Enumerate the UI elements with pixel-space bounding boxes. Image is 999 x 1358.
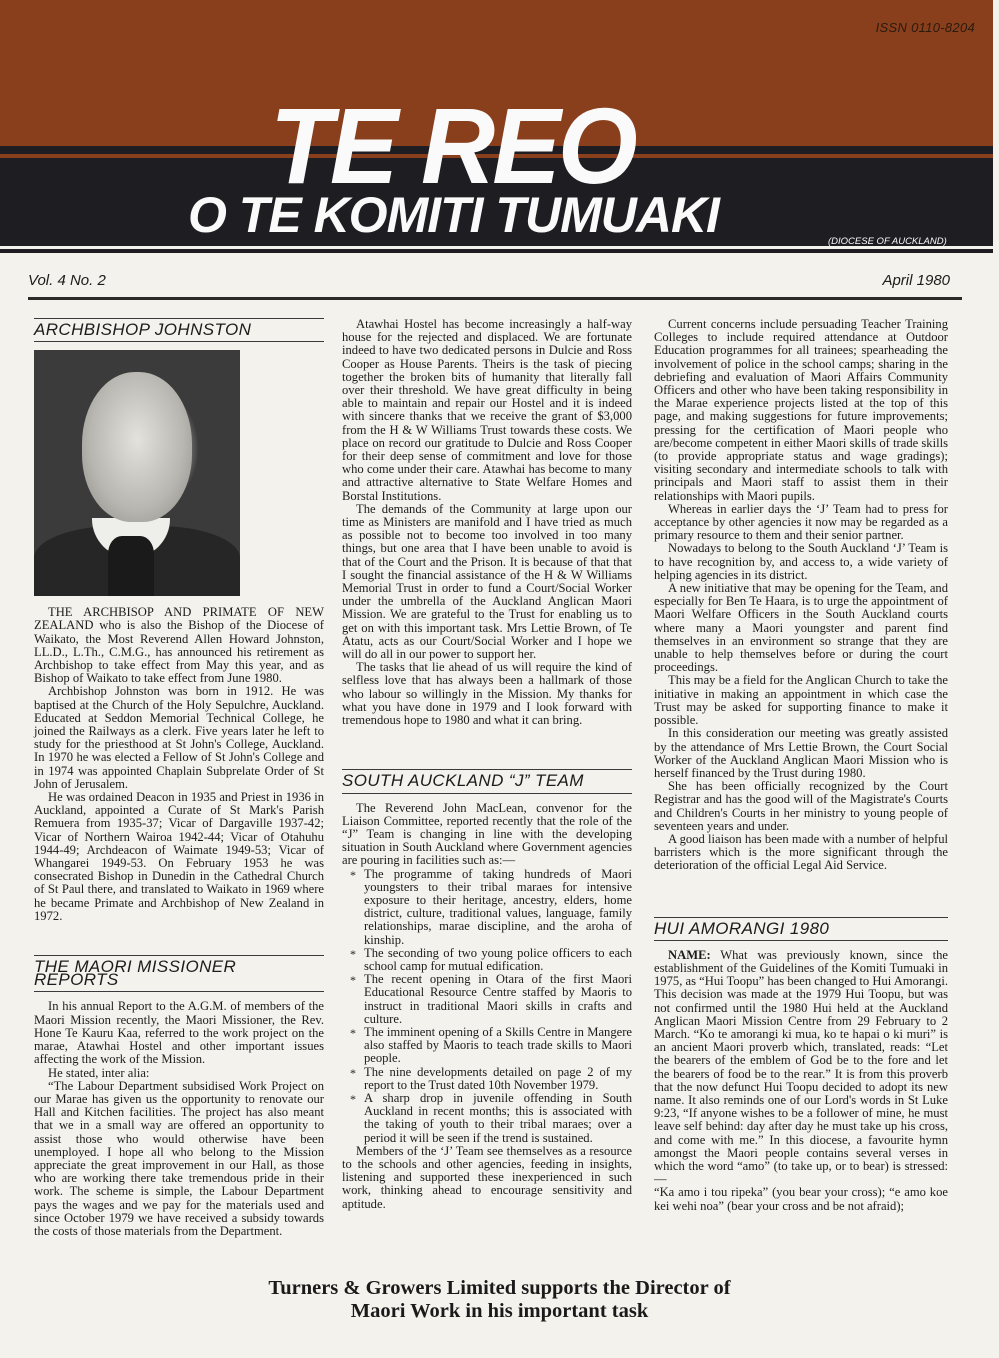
paragraph: A new initiative that may be opening for the Team, and especially for Ben Te Haara, is to urge the appointment of Maori Welfare Officers in the South Auckland courts where many a Maori youngster and parent find themselves in an environment so strange that they are unable to help themselves before or during the court proceedings. [654, 581, 948, 675]
issue-rule [28, 297, 962, 300]
lead-label: NAME: [668, 947, 711, 962]
paragraph: She has been officially recognized by the Court Registrar and has the good will of the Magistrate's Courts and Children's Courts in her ministry to young people of seventeen years and under. [654, 779, 948, 833]
issn: ISSN 0110-8204 [875, 20, 975, 35]
paragraph: In his annual Report to the A.G.M. of members of the Maori Mission recently, the Maori Missioner, the Rev. Hone Te Kauru Kaa, referred to the work project on the marae, Atawhai Hostel and other important issues affecting the work of the Mission. [34, 999, 324, 1067]
spacer [342, 727, 632, 769]
paragraph: In this consideration our meeting was greatly assisted by the attendance of Mrs Lettie Brown, the Court Social Worker of the Auckland Anglican Maori Mission who is herself financed by the Trust during 1980. [654, 726, 948, 780]
masthead [0, 0, 993, 252]
paragraph: Nowadays to belong to the South Auckland ‘J’ Team is to have recognition by, and access to, a wide variety of helping agencies in its district. [654, 541, 948, 582]
hymn-quote: “Ka amo i tou ripeka” (you bear your cross); “e amo koe kei wehi noa” (bear your cross and be not afraid); [654, 1185, 948, 1213]
spacer [34, 923, 324, 955]
masthead-divider [0, 249, 993, 253]
article-heading-hui: HUI AMORANGI 1980 [654, 917, 948, 941]
portrait-shirt [108, 536, 154, 596]
paragraph: He was ordained Deacon in 1935 and Priest in 1936 in Auckland, appointed a Curate of St Mark's Parish Remuera from 1935-37; Vicar of Dargaville 1937-42; Vicar of Northern Wairoa 1942-44; Vicar of Otahuhu 1944-49; Archdeacon of Waimate 1949-53; Vicar of Whangarei 1949-53. On February 1953 he was consecrated Bishop in Dunedin in the Cathedral Church of St Paul there, and translated to Waikato in 1969 where he became Primate and Archbishop of New Zealand in 1972. [34, 790, 324, 923]
publication-title: TE REO [270, 85, 635, 206]
list-item: * The seconding of two young police officers to each school camp for mutual edification. [364, 947, 632, 973]
paragraph: Current concerns include persuading Teacher Training Colleges to include required attendance at Outdoor Education programmes for all trainees; spearheading the involvement of police in the school camps; sharing in the debriefing and evaluation of Maori Affairs Community Officers and other who have been taking responsibility in the Marae experience projects listed at the top of this page, and making suggestions for future improvements; pressing for the certification of Maori people who are/become competent in either Maori skills of trade skills (to provide appropriate status and wage gradings); visiting secondary and intermediate schools to talk with principals and Maori staff to assist them in their relationships with Maori pupils. [654, 317, 948, 503]
article-heading-jteam: SOUTH AUCKLAND “J” TEAM [342, 769, 632, 793]
issue-volume: Vol. 4 No. 2 [28, 272, 106, 289]
sponsor-line: Turners & Growers Limited supports the Director of [268, 1277, 731, 1299]
list-item: * A sharp drop in juvenile offending in South Auckland in recent months; this is associated with the taking of youth to their tribal maraes; over a period it will be seen if the trend is sustained. [364, 1092, 632, 1145]
column-2 [342, 318, 632, 1211]
portrait-face [82, 372, 192, 522]
list-item: * The imminent opening of a Skills Centre in Mangere also staffed by Maoris to teach trade skills to Maori people. [364, 1026, 632, 1066]
paragraph: The demands of the Community at large upon our time as Ministers are manifold and I have tried as much as possible not to become too involved in too many things, but one area that I have been unable to avoid is that of the Court and the Prison. It is because of that that I sought the financial assistance of the H & W Williams Memorial Trust in order to fund a Court/Social Worker under the umbrella of the Auckland Anglican Maori Mission. We are grateful to the Trust for enabling us to get on with this important task. Mrs Lettie Brown, of Te Atatu, acts as our Court/Social Worker and I hope we will do all in our power to support her. [342, 501, 632, 662]
paragraph: The Reverend John MacLean, convenor for the Liaison Committee, reported recently that the role of the “J” Team is changing in line with the developing situation in South Auckland where Government agencies are pouring in facilities such as:— [342, 800, 632, 868]
publication-subtitle: O TE KOMITI TUMUAKI [188, 187, 719, 243]
list-item: * The nine developments detailed on page 2 of my report to the Trust dated 10th November 1979. [364, 1066, 632, 1092]
paragraph: This may be a field for the Anglican Church to take the initiative in making an appointment in which case the Trust may be asked for supporting finance to make it possible. [654, 673, 948, 728]
article-heading-missioner: THE MAORI MISSIONER REPORTS [34, 955, 324, 992]
paragraph: A good liaison has been made with a number of helpful barristers which is the more significant through the deterioration of the official Legal Aid Service. [654, 831, 948, 873]
article-heading-archbishop: ARCHBISHOP JOHNSTON [34, 318, 324, 342]
paragraph-body: What was previously known, since the establishment of the Guidelines of the Komiti Tumuaki in 1975, as “Hui Toopu” has been changed to Hui Amorangi. This decision was made at the 1979 Hui Toopu, but was not confirmed until the 1980 Hui held at the Auckland Anglican Maori Mission Centre from 29 February to 2 March. “Ko te amorangi ki mua, ko te hapai o ki muri” is an ancient Maori proverb which, translated, reads: “Let the bearers of the emblem of God be to the fore and let the bearers of food be to the rear.” It is from this proverb that the now defunct Hui Toopu decided to adopt its new name. It also reminds one of our Lord's words in St Luke 9:23, “If anyone wishes to be a follower of mine, he must leave self behind: day after day he must take up his cross, and come with me.” In this diocese, a favourite hymn amongst the Maori people contains several verses in which the word “amo” (to take up, or to bear) is stressed:— [654, 947, 948, 1187]
paragraph: Members of the ‘J’ Team see themselves as a resource to the schools and other agencies, feeding in insights, listening and supported these inexperienced in such work, thinking ahead to encourage sensitivity and aptitude. [342, 1143, 632, 1211]
spacer [654, 873, 948, 917]
jteam-facilities-list [342, 868, 632, 1145]
paragraph [654, 949, 948, 1187]
archbishop-portrait [34, 350, 240, 596]
issue-info [28, 272, 952, 292]
sponsor-line: Maori Work in his important task [350, 1300, 649, 1322]
paragraph: Atawhai Hostel has become increasingly a half-way house for the rejected and displaced. We are fortunate indeed to have two dedicated persons in Dulcie and Ross Cooper as House Parents. Theirs is the task of piecing together the broken bits of humanity that literally fall over their threshold. We have great difficulty in being able to maintain and repair our Hostel and it is indeed with sincere thanks that we receive the grant of $3,000 from the H & W Williams Trust towards these costs. We place on record our gratitude to Dulcie and Ross Cooper for their deep sense of commitment and love for those who come under their care. Atawhai has become to many and attractive alternative to State Welfare Homes and Borstal Institutions. [342, 317, 632, 503]
list-item: * The recent opening in Otara of the first Maori Educational Resource Centre staffed by Maoris to instruct in traditional Maori skills in crafts and culture. [364, 973, 632, 1026]
paragraph: He stated, inter alia: [48, 1065, 150, 1080]
column-3 [654, 318, 948, 1213]
diocese-label: (DIOCESE OF AUCKLAND) [828, 236, 947, 247]
paragraph: Archbishop Johnston was born in 1912. He was baptised at the Church of the Holy Sepulchre, Auckland. Educated at Seddon Memorial Technical College, he joined the Railways as a clerk. Five years later he left to study for the priesthood at St John's College, Auckland. In 1970 he was elected a Fellow of St John's College and in 1974 was appointed Chaplain Subprelate Order of St John of Jerusalem. [34, 684, 324, 791]
column-1 [34, 318, 324, 1238]
sponsor-footer [0, 1277, 999, 1323]
list-item: * The programme of taking hundreds of Maori youngsters to their tribal maraes for intensive exposure to their heritage, ancestry, elders, home district, culture, traditional values, language, family relationships, marae discipline, and the aroha of kinship. [364, 868, 632, 947]
paragraph: “The Labour Department subsidised Work Project on our Marae has given us the opportunity to renovate our Hall and Kitchen facilities. The project has also meant that we in a small way are offered an opportunity to assist those who would otherwise have been unemployed. I hope all who belong to the Mission appreciate the great improvement in our Hall, as those who are working there take tremendous pride in their work. The scheme is simple, the Labour Department pays the wages and we pay for the materials used and since October 1979 we have received a subsidy towards the costs of those materials from the Department. [34, 1078, 324, 1238]
paragraph: THE ARCHBISOP AND PRIMATE OF NEW ZEALAND who is also the Bishop of the Diocese of Waikato, the Most Reverend Allen Howard Johnston, LL.D., L.Th., C.M.G., has announced his retirement as Archbishop to take effect from May this year, and as Bishop of Waikato to take effect from June 1980. [34, 605, 324, 686]
issue-date: April 1980 [882, 272, 950, 289]
paragraph: Whereas in earlier days the ‘J’ Team had to press for acceptance by other agencies it now may be regarded as a primary resource to them and their senior partner. [654, 501, 948, 543]
paragraph: The tasks that lie ahead of us will require the kind of selfless love that has always been a hallmark of those who labour so willingly in the Mission. My thanks for what you have done in 1979 and I look forward with tremendous hope to 1980 and what it can bring. [342, 660, 632, 728]
